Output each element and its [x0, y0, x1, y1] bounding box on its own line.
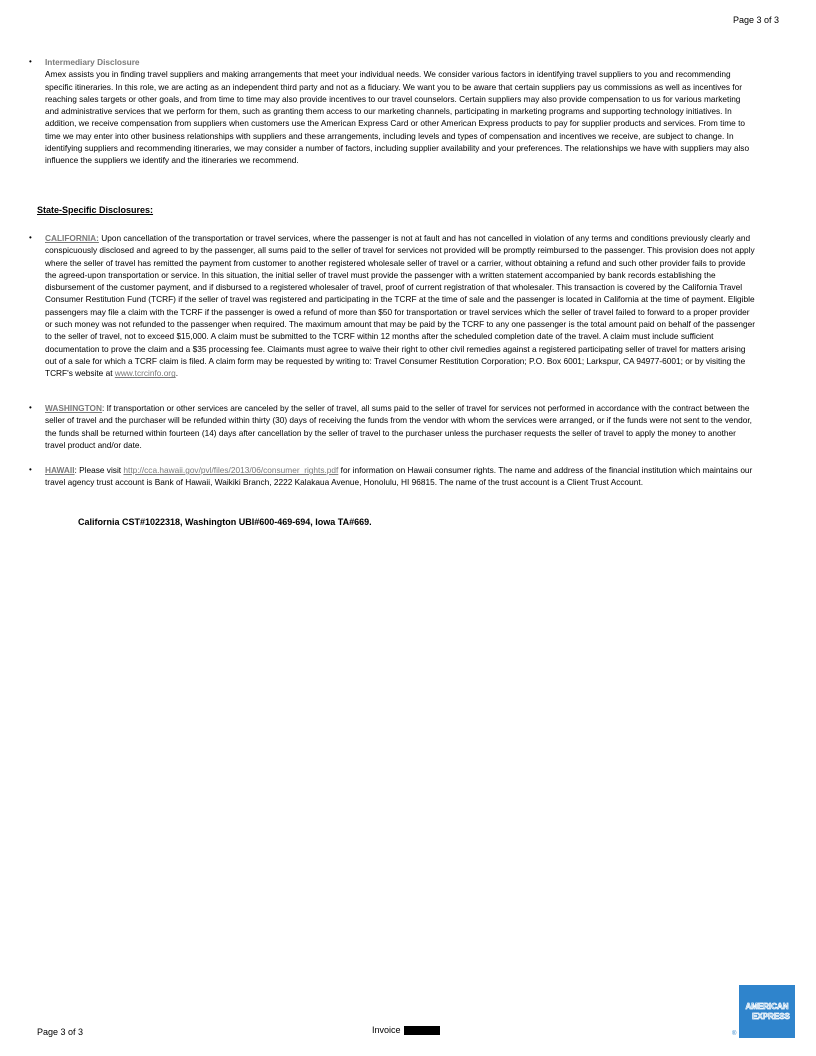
bullet: • — [29, 57, 32, 66]
california-disclosure — [29, 232, 755, 380]
california-text: Upon cancellation of the transportation or travel services, where the passenger is not at fault and has not cancelled in violation of any terms and conditions previously clearly and conspicuously disclosed and agreed to by the passenger, all sums paid to the seller of travel for services not provided will be promptly reimbursed to the passenger. This provision does not apply where the seller of travel has remitted the payment from customer to another registered wholesale seller of travel or a carrier, without obtaining a refund and such other provider fails to provide the agreed-upon transportation or service. In this situation, the initial seller of travel must provide the passenger with a written statement accompanied by bank records establishing the disbursement of the customer payment, and if disbursed to a registered wholesaler of travel, proof of current registration of that wholesaler. This transaction is covered by the California Travel Consumer Restitution Fund (TCRF) if the seller of travel was registered and participating in the TCRF at the time of sale and the passenger is located in California at the time of payment. Eligible passengers may file a claim with the TCRF if the passenger is owed a refund of more than $50 for transportation or travel services which the seller of travel failed to forward to a proper provider or such money was not refunded to the passenger when required. The maximum amount that may be paid by the TCRF to any one passenger is the total amount paid on behalf of the passenger to the seller of travel, not to exceed $15,000. A claim must be submitted to the TCRF within 12 months after the scheduled completion date of the travel. A claim must include sufficient documentation to prove the claim and a $35 processing fee. Claimants must agree to waive their right to other civil remedies against a registered participating seller of travel for matters arising out of a sale for which a TCRF claim is filed. A claim form may be requested by writing to: Travel Consumer Restitution Corporation; P.O. Box 6001; Larkspur, CA 94977-6001; or by visiting the TCRF's website at — [45, 233, 755, 379]
bullet: • — [29, 233, 32, 242]
state-specific-heading: State-Specific Disclosures: — [37, 205, 154, 215]
california-tail: . — [175, 368, 179, 379]
redacted-invoice-number — [404, 1026, 440, 1035]
washington-disclosure-body — [45, 402, 755, 451]
page-number-footer: Page 3 of 3 — [37, 1027, 84, 1037]
registered-mark: ® — [732, 1031, 737, 1037]
hawaii-link[interactable]: HAWAII — [45, 465, 75, 475]
washington-disclosure — [29, 402, 755, 451]
bullet: • — [29, 465, 32, 474]
invoice-footer — [372, 1025, 440, 1035]
hawaii-prefix: : Please visit — [74, 465, 124, 475]
american-express-logo-graphic — [739, 985, 795, 1038]
hawaii-text: for information on Hawaii consumer rights. The name and address of the financial institution which maintains our travel agency trust account is Bank of Hawaii, Waikiki Branch, 2222 Kalakaua Avenue, Honolulu, HI 96815. The name of the trust account is a Client Trust Account. — [45, 465, 753, 488]
logo-line-1: AMERICAN — [745, 1002, 789, 1011]
hawaii-disclosure-body — [45, 464, 755, 489]
hawaii-consumer-rights-link[interactable]: http://cca.hawaii.gov/pvl/files/2013/06/consumer_rights.pdf — [123, 465, 339, 475]
washington-link[interactable]: WASHINGTON — [45, 403, 103, 413]
license-numbers: California CST#1022318, Washington UBI#600-469-694, Iowa TA#669. — [78, 517, 372, 527]
tcrf-website-link[interactable]: www.tcrcinfo.org — [114, 368, 176, 379]
intermediary-disclosure — [29, 56, 755, 167]
california-disclosure-body — [45, 232, 755, 380]
intermediary-disclosure-body — [45, 56, 755, 167]
intermediary-disclosure-text: Amex assists you in finding travel suppliers and making arrangements that meet your individual needs. We consider various factors in identifying travel suppliers to you and recommending specific itineraries. In this role, we are acting as an independent third party and not as a fiduciary. We want you to be aware that certain suppliers pay us commissions as well as incentives for reaching sales targets or other goals, and from time to time may also provide incentives to our travel counselors. Certain suppliers may also provide compensation to us for various marketing and administrative services that we perform for them, such as granting them access to our marketing channels, participating in marketing programs and supporting technology initiatives. In addition, we receive compensation from suppliers when customers use the American Express Card or other American Express products to pay for supplier products and services. From time to time we may enter into other business relationships with suppliers and these arrangements, including levels and types of compensation and incentives we receive, are subject to change. In identifying suppliers and recommending itineraries, we may consider a number of factors, including supplier availability and your preferences. The relationships we have with suppliers may also influence the suppliers we identify and the itineraries we recommend. — [45, 69, 750, 166]
washington-text: : If transportation or other services are canceled by the seller of travel, all sums paid to the seller of travel for services not performed in accordance with the contract between the seller of travel and the purchaser will be refunded within thirty (30) days of receiving the funds from the vendor with whom the services were arranged, or if the funds were not sent to the vendor, the funds shall be returned within fourteen (14) days after cancellation by the seller of travel to the purchaser unless the purchaser requests the seller of travel to apply the money to another travel product and/or date. — [45, 403, 752, 450]
invoice-label: Invoice — [372, 1025, 401, 1035]
california-link[interactable]: CALIFORNIA: — [45, 233, 99, 243]
american-express-logo — [739, 985, 795, 1038]
logo-line-2: EXPRESS — [752, 1012, 790, 1021]
bullet: • — [29, 403, 32, 412]
intermediary-disclosure-title: Intermediary Disclosure — [45, 57, 140, 67]
page-number-top: Page 3 of 3 — [732, 15, 779, 25]
hawaii-disclosure — [29, 464, 755, 489]
